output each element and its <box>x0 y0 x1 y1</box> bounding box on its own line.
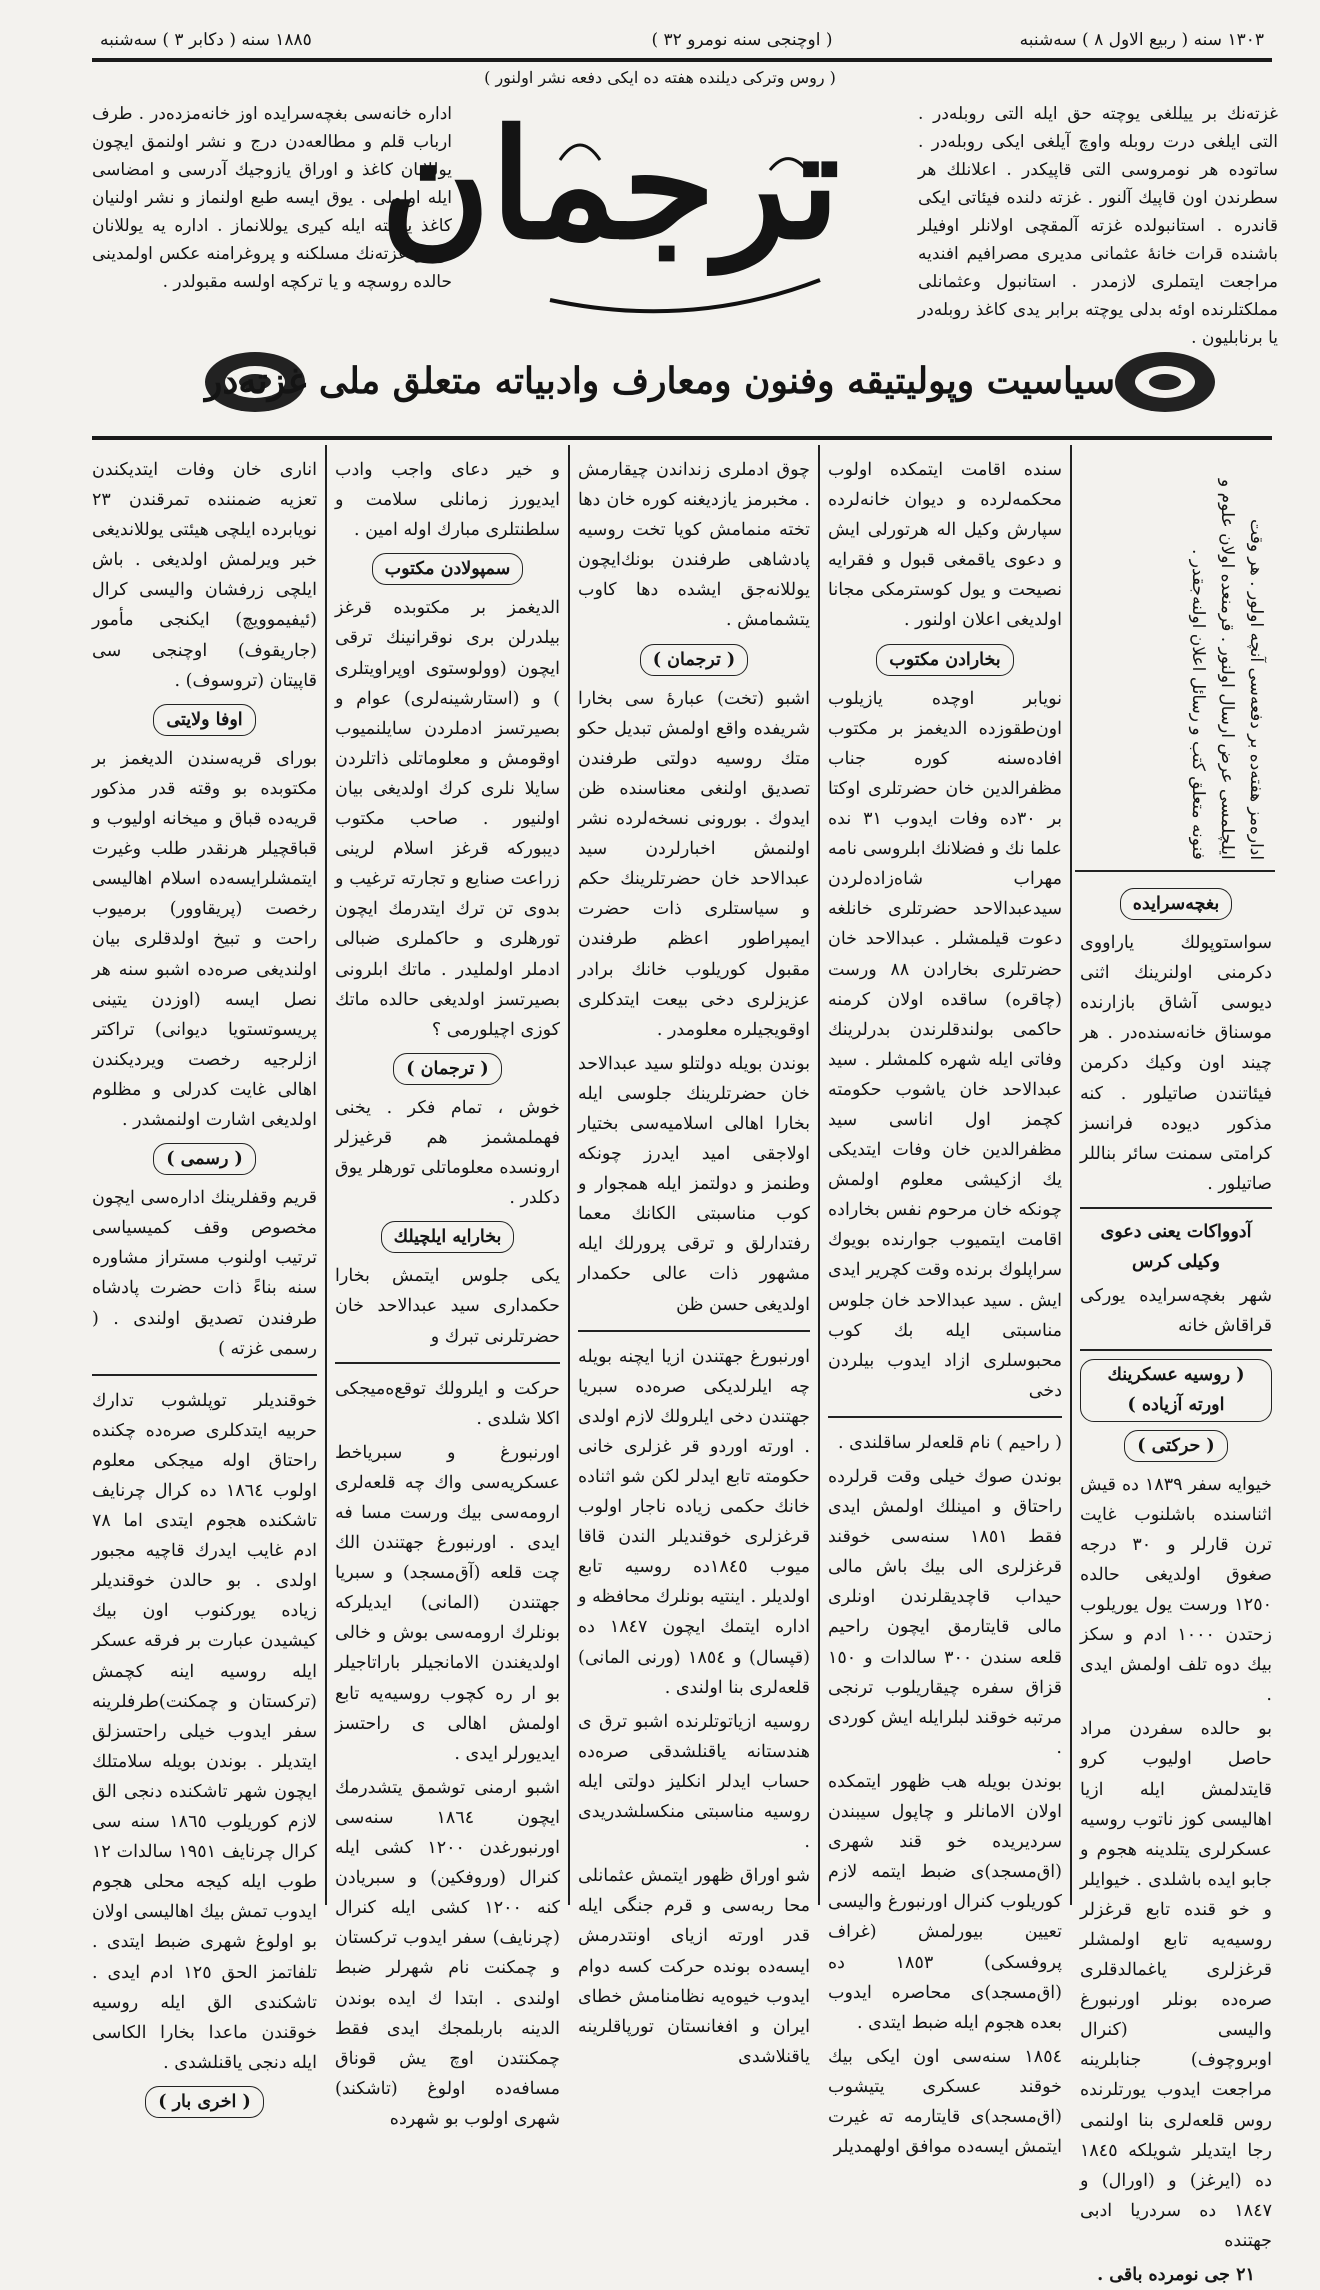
heading-label: ( ترجمان ) <box>640 644 748 676</box>
hijri-date: ١٣٠٣ سنه ( ربيع الاول ٨ ) سه‌شنبه <box>1019 30 1264 50</box>
section-heading <box>335 553 560 585</box>
heading-label: سمپولادن مكتوب <box>372 553 524 585</box>
masthead-tagline: سياسيت وپوليتيقه وفنون ومعارف وادبياته متعلق ملی غزته‌در <box>204 360 1116 402</box>
section-heading <box>1080 888 1272 920</box>
article-paragraph: سنده اقامت ايتمكده اولوب محكمه‌لرده و ديوان خانه‌لرده سپارش وكيل اله هرتورلی ايش و دعوی ياقمغی قبول و فقرايه نصيحت و يول كوسترمكی مجانا اولديغی اعلان اولنور . <box>828 460 1062 631</box>
issue-number: ( اوچنجی سنه نومرو ٣٢ ) <box>651 30 833 50</box>
article-paragraph: بورای قريه‌سندن الديغمز بر مكتوبده بو وقته قدر مذكور قريه‌ده قباق و ميخانه اوليوب و قباقچيلر هرنقدر طلب وغيرت ايتمشلرايسه‌ده اسلام اهاليسی رخصت (پريقاوور) برميوب راحت و تبيخ اولدقلری بيان اولنديغی صره‌ده اشبو سنه هر نصل ايسه (اوزدن يتينی پريسوتستويا ديوانی) تراكتر ازلرجيه رخصت ويرديكندن اهالی غايت كدرلی و مظلوم اولديغی اشارت اولنمشدر . <box>92 748 317 1130</box>
section-rule <box>578 1330 810 1332</box>
continued-note: ٢١ جی نومرده باقی . <box>1097 2265 1255 2286</box>
column-4 <box>828 455 1063 2158</box>
masthead-flourish-icon <box>380 97 840 330</box>
editorial-office-box: اداره خانه‌سی بغچه‌سرايده اوز خانه‌مزده‌در . طرف ارباب قلم و مطالعه‌دن درج و نشر اولنمق ايچون يوللانان كاغذ و اوراق يازوجيك آدرسی و امضاسی ايله اولملی . يوق ايسه طبع اولنماز و نشر اولنيان كاغذ يوچته ايله كيری يوللانماز . اداره يه يوللانان اوراق غزته‌نك مسلكنه و پروغرامنه عكس اولمدينی حالده روسچه و يا تركچه اولسه مقبولدر . <box>92 104 452 293</box>
right-ornament-icon <box>1110 342 1220 422</box>
column-divider <box>818 445 820 1905</box>
top-rule <box>92 58 1272 62</box>
section-rule <box>1080 1349 1272 1351</box>
issue-info-bar <box>92 18 1272 62</box>
article-paragraph: بوندن بويله دولتلو سيد عبدالاحد خان حضرتلرينك جلوسی ايله بخارا اهالی اسلاميه‌سی بختيار اولاجقی اميد ايدرز چونكه وطنمز و دولتمز ايله همجوار و كوب مناسبتی الكانك معما رفتدارلق و ترقی پرورلك ايله مشهور ذات عالی حكمدار اولديغی حسن ظن <box>578 1053 810 1315</box>
section-rule <box>1080 1207 1272 1209</box>
to-be-continued <box>92 2086 317 2118</box>
column-3 <box>578 455 811 2067</box>
heading-label: ( رسمی ) <box>153 1143 256 1175</box>
article-paragraph: و خير دعای واجب وادب ايديورز زمانلی سلامت و سلطنتلری مبارك اوله امين . <box>335 460 560 541</box>
section-heading <box>1080 1430 1272 1462</box>
heading-label: ( اخری بار ) <box>145 2086 264 2118</box>
article-paragraph: اشبو (تخت) عبارهٔ سی بخارا شريفده واقع اولمش تبديل حكو متك روسيه دولتی طرفندن تصديق اولنغی معناسنده ظن ايدوك . بورونی نسخه‌لرده نشر اولنمش اخبارلردن سيد عبدالاحد خان حضرتلرينك حكم و سياستلری ذات حضرت ايمپراطور اعظم طرفندن مقبول كوريلوب خانك برادر عزيزلری دخی بيعت ايتدكلری اوقويجيلره معلومدر . <box>578 688 810 1040</box>
section-heading <box>828 644 1062 676</box>
article-paragraph: بوندن صوك خيلی وقت قرلرده راحتاق و امينلك اولمش ايدی فقط ١٨٥١ سنه‌سی خوقند قرغزلری الی بيك باش مالی حيداب قاچديقلرندن اونلری مالی قايتارمق ايچون راحيم قلعه سندن ٣٠٠ سالدات و ١٥٠ قزاق سفره چيقاريلوب ترنجی مرتبه خوقند لبلرايله ايش كوردی . <box>828 1467 1062 1758</box>
advocate-notice: آدوواكات يعنی دعوی وكيلی كرس <box>1100 1221 1252 1273</box>
article-paragraph: الديغمز بر مكتوبده قرغز بيلدرلن بری نوقرانينك ترقی ايچون (وولوستوی اوپراويتلری ) و (استارشينه‌لری) عوام و بصيرتسز ادملردن سايلنميوب اوقومش و معلوماتلی ذاتلردن سايلا نلری كرك اولديغی بيان اولنيور . صاحب مكتوب ديبوركه قرغز اسلام لرينی زراعت صنايع و تجارته ترغيب و بدوی تن ترك ايتدرمك ايچون تورهلری و حاكملری ضبالی ادملر اولمليدر . ماتك ابلرونی بصيرتسز اولديغی حالده ماتك كوزی اچيلورمی ؟ <box>335 598 560 1040</box>
column-divider <box>325 445 327 1905</box>
column-5 <box>1080 880 1272 2286</box>
heading-label: ( روسيه عسكرينك اورته آزياده ) <box>1080 1359 1272 1421</box>
section-heading <box>1080 1359 1272 1421</box>
masthead <box>380 97 840 330</box>
section-rule <box>828 1416 1062 1418</box>
article-paragraph: اورنبورغ و سبرياخط عسكريه‌سی واك چه قلعه‌لری ارومه‌سی بيك ورست مسا فه ايدی . اورنبورغ جهتندن الك چت قلعه (آق‌مسجد) و سبريا جهتندن (المانی) ايديلركه بونلرك ارومه‌سی بوش و خالی اولديغندن الامانجيلر باراتاجيلر بو ار ره كچوب روسيه‌يه تابع اولمش اهالی ی راحتسز ايديورلر ايدی . <box>335 1442 560 1764</box>
side-notice: اداره‌مز هفته‌ده بر دفعه‌سی آنچه اولور . هر وقت ايلچلمسی عرض ارسال اولنور . قرمنعده اولان علوم و فنونه متعلق كتب و رسائل اعلان اولنه‌جقدر . <box>1188 479 1266 860</box>
article-paragraph: اناری خان وفات ايتديكندن تعزيه ضمننده تمرقندن ٢٣ نويابرده ايلچی هيئتی يوللانديغی خبر ويرلمش اولديغی . باش ايلچی زرفشان واليسی كرال (ئيفيموويچ) ايكنجی مأمور (جاريقوف) اوچنجی سی قاپيتان (تروسوف) . <box>92 460 317 691</box>
section-rule <box>92 1374 317 1376</box>
article-paragraph: سواستوپولك ياراووی دكرمنی اولنرينك اثنی ديوسی آشاق بازارنده موسناق خانه‌سنده‌در . هر چيند اون وكيك دكرمن فيئاتندن صاتيلور . كنه مذكور ديوده فرانسز كرامتی سمنت سائر بناللر صاتيلور . <box>1080 933 1272 1194</box>
article-paragraph: بو حالده سفردن مراد حاصل اوليوب كرو قايتدلمش ايله ازيا اهاليسی كوز ناتوب روسيه عسكرلری يتلدينه هجوم و جابو ايده باشلدی . خيوايلر و خو قنده تابع قرغزلر روسيه‌يه تابع اولمشلر قرغزلری ياغمالدقلری صره‌ده بونلر اورنبورغ واليسی (كنرال اوبروچوف) جنابلرينه مراجعت ايدوب يورتلرنده روس قلعه‌لری بنا اولنمی رجا ايتديلر شويلكه ١٨٤٥ ده (ايرغز) و (اورال) و ١٨٤٧ ده سردريا ادبی جهتنده <box>1080 1719 1272 2251</box>
section-heading <box>92 704 317 736</box>
article-paragraph: ١٨٥٤ سنه‌سی اون ايكی بيك خوقند عسكری يتيشوب (اق‌مسجد)ی قايتارمه ته غيرت ايتمش ايسه‌ده موافق اولهمديلر <box>828 2046 1062 2158</box>
section-heading <box>578 644 810 676</box>
heading-label: ( ترجمان ) <box>393 1053 501 1085</box>
article-paragraph: روسيه ازياتوتلرنده اشبو ترق ی هندستانه ياقنلشدقی صره‌ده حساب ايدلر انكليز دولتی ايله روسيه مناسبتی منكسلشدريدی . <box>578 1711 810 1853</box>
section-rule <box>335 1362 560 1364</box>
masthead-rule <box>92 436 1272 440</box>
article-paragraph: اورنبورغ جهتندن ازيا ايچنه بويله چه ايلرلديكی صره‌ده سبريا جهتندن دخی ايلرولك لازم اولدی . اورته اوردو قر غزلری خانی حكومته تابع ايدلر لكن شو اثناده خانك حكمی زياده ناجار اولوب قرغزلری خوقنديلر الندن قاقا ميوب ١٨٤٥ده روسيه تابع اولديلر . اينتيه بونلرك محافظه و اداره ايتمك ايچون ١٨٤٧ ده (قپسال) و ١٨٥٤ (ورنی المانی) قلعه‌لری بنا اولندی . <box>578 1346 811 1698</box>
gregorian-date: ١٨٨٥ سنه ( دكابر ٣ ) سه‌شنبه <box>100 30 312 50</box>
article-paragraph: خيوايه سفر ١٨٣٩ ده قيش اثناسنده باشلنوب غايت ترن قارلر و ٣٠ درجه صغوق اولديغی حالده ١٢٥٠ ورست يول يوريلوب زحتدن ١٠٠٠ ادم و سكز بيك دوه تلف اولمش ايدی . <box>1080 1474 1272 1706</box>
section-rule <box>1075 870 1275 872</box>
article-paragraph: خوقنديلر توپلشوب تدارك حربيه ايتدكلری صره‌ده چكنده راحتاق اوله ميجكی معلوم اولوب ١٨٦٤ ده كرال چرنايف تاشكنده هجوم ايتدی اما ٧٨ ادم غايب ايدرك قاچيه مجبور اولدی . بو حالدن خوقنديلر زياده يوركنوب اون بيك كيشيدن عبارت بر فرقه عسكر ايله روسيه اينه كچمش (تركستان و چمكنت)طرفلرينه سفر ايدوب خيلی راحتسزلق ايتديلر . بوندن بويله سلامتلك ايچون شهر تاشكنده دنجی الق لازم كوريلوب ١٨٦٥ سنه سی كرال چرنايف ١٩٥١ سالدات ١٢ طوب ايله كيجه محلی هجوم ايدوب تمش بيك اهاليسی اولان بو اولوغ شهری ضبط ايتدی . تلفاتمز الحق ١٢٥ ادم ايدی . تاشكندی الق ايله روسيه خوقندن ماعدا بخارا الكاسی ايله دنجی ياقنلشدی . <box>92 1390 318 2073</box>
section-heading <box>92 1143 317 1175</box>
article-paragraph: اشبو ارمنی توشمق يتشدرمك ايچون ١٨٦٤ سنه‌سی اورنبورغدن ١٢٠٠ كشی ايله كنرال (ورو‌فكين) و سبريادن كنه ١٢٠٠ كشی ايله كنرال (چرنايف) سفر ايدوب تركستان و چمكنت نام شهرلر ضبط اولندی . ابتدا ك ايده بوندن الدينه باربلمجك ايدی فقط چمكنتدن اوچ يش قوناق مسافه‌ده اولوغ (تاشكند) شهری اولوب بو شهرده <box>335 1777 561 2129</box>
article-paragraph: بوندن بويله هب ظهور ايتمكده اولان الامانلر و چاپول سيبندن سرديريده خو قند شهری (اق‌مسجد)ی ضبط ايتمه لازم كوريلوب كنرال اورنبورغ واليسی تعيين بيورلمش (غراف پروفسكی) ١٨٥٣ ده (اق‌مسجد)ی محاصره ايدوب بعده هجوم ايله ضبط ايتدی . <box>828 1771 1062 2033</box>
article-paragraph: چوق ادملری زنداندن چيقارمش . مخبرمز يازديغنه كوره خان دها تخته منمامش كويا تخت روسيه پادشاهی طرفندن بونك‌ايچون يوللانه‌جق ايشده دها كاوب يتشمامش . <box>578 460 810 631</box>
section-heading <box>335 1221 560 1253</box>
masthead-title: ترجمان <box>380 97 840 273</box>
heading-label: بخارادن مكتوب <box>876 644 1013 676</box>
article-paragraph: نويابر اوچده يازيلوب اون‌طقوزده الديغمز بر مكتوب افاده‌سنه كوره جناب مظفرالدين خان حضرتلری اوكتا بر ٣٠ده وفات ايدوب ٣١ نده علما نك و فضلانك ابلروسی نامه مهراب شاه‌زاده‌لردن سيدعبدالاحد حضرتلری خانلغه دعوت قيلمشلر . عبدالاحد خان حضرتلری بخارادن ٨٨ ورست (چاقره) ساقده اولان كرمنه حاكمی بولندقلرندن بدرلرينك وفاتی ايله شهره كلمشلر . سيد عبدالاحد خان ياشوب حكومته كچمز اول اناسی سيد مظفرالدين خان وفات ايتديكی يك ازكيشی معلوم اولمش چونكه خان مرحوم نفس بخاراده اقامت ايتميوب جوارنده بويوك سراپلوك برنده وقت كچرير ايدی ايش . سيد عبدالاحد خان جلوس مناسبتی ايله بك كوب محبوسلری ازاد ايدوب بيلردن دخی <box>828 688 1063 1401</box>
column-divider <box>1070 445 1072 1905</box>
article-paragraph: حركت و ايلرولك توقع‌ه‌ميجكی اكلا شلدی . <box>335 1378 560 1429</box>
article-paragraph: خوش ، تمام فكر . يخنی فهملمشمز هم قرغيزلر ارونسده معلوماتلی تورهلر يوق دكلدر . <box>335 1097 560 1209</box>
heading-label: بغچه‌سرايده <box>1120 888 1232 920</box>
column-1 <box>92 455 318 2112</box>
article-paragraph: قريم وقفلرينك اداره‌سی ايچون مخصوص وقف كميسياسی ترتيب اولنوب مستراز مشاوره سنه بناءً ذات حضرت پادشاه طرفندن تصديق اولندی . ( رسمی غزته ) <box>92 1188 317 1359</box>
advocate-address: شهر بغچه‌سرايده يوركی قراقاش خانه <box>1080 1286 1272 1337</box>
heading-label: ( حركتی ) <box>1124 1430 1227 1462</box>
column-divider <box>568 445 570 1905</box>
heading-label: بخارايه ايلچيلك <box>381 1221 515 1253</box>
article-paragraph: يكی جلوس ايتمش بخارا حكمداری سيد عبدالاحد خان حضرتلرنی تبرك و <box>335 1266 560 1347</box>
subscription-box: غزته‌نك بر ييللغى يوچته حق ايله التی روبله‌در . التی ايلغى درت روبله واوچ آيلغى ايكی روبله‌در . ساتوده هر نومروسی التی قاپيكدر . اعلانلك هر سطرندن اون قاپيك آلنور . غزته دلنده فيئاتی ايكی قاندره . استانبولده غزته آلمقچی اولانلر اوفيلر باشنده قرات خانهٔ عثمانی مديری مصرافيم افنديه مراجعت ايتملری لازمدر . استانبول وعثمانلی مملكتلرنده اوئه بدلی يوچته برابر يدی كاغذ روبله‌در يا برنابليون . <box>918 104 1278 349</box>
article-paragraph: ( راحيم ) نام قلعه‌لر ساقلندی . <box>838 1432 1062 1453</box>
section-heading <box>335 1053 560 1085</box>
heading-label: اوفا ولايتی <box>153 704 255 736</box>
publication-frequency: ( روس وتركی ديلنده هفته ده ايكی دفعه نشر اولنور ) <box>484 68 836 87</box>
article-paragraph: شو اوراق ظهور ايتمش عثمانلی محا ربه‌سی و قرم جنگی ايله قدر اورته ازيای اونتدرمش ايسه‌ده بونده حركت كسه دوام ايدوب خيوه‌يه نظامنامش خطای ايران و افغانستان تورپاقلرينه ياقنلاشدی <box>578 1866 810 2067</box>
column-2 <box>335 455 561 2129</box>
